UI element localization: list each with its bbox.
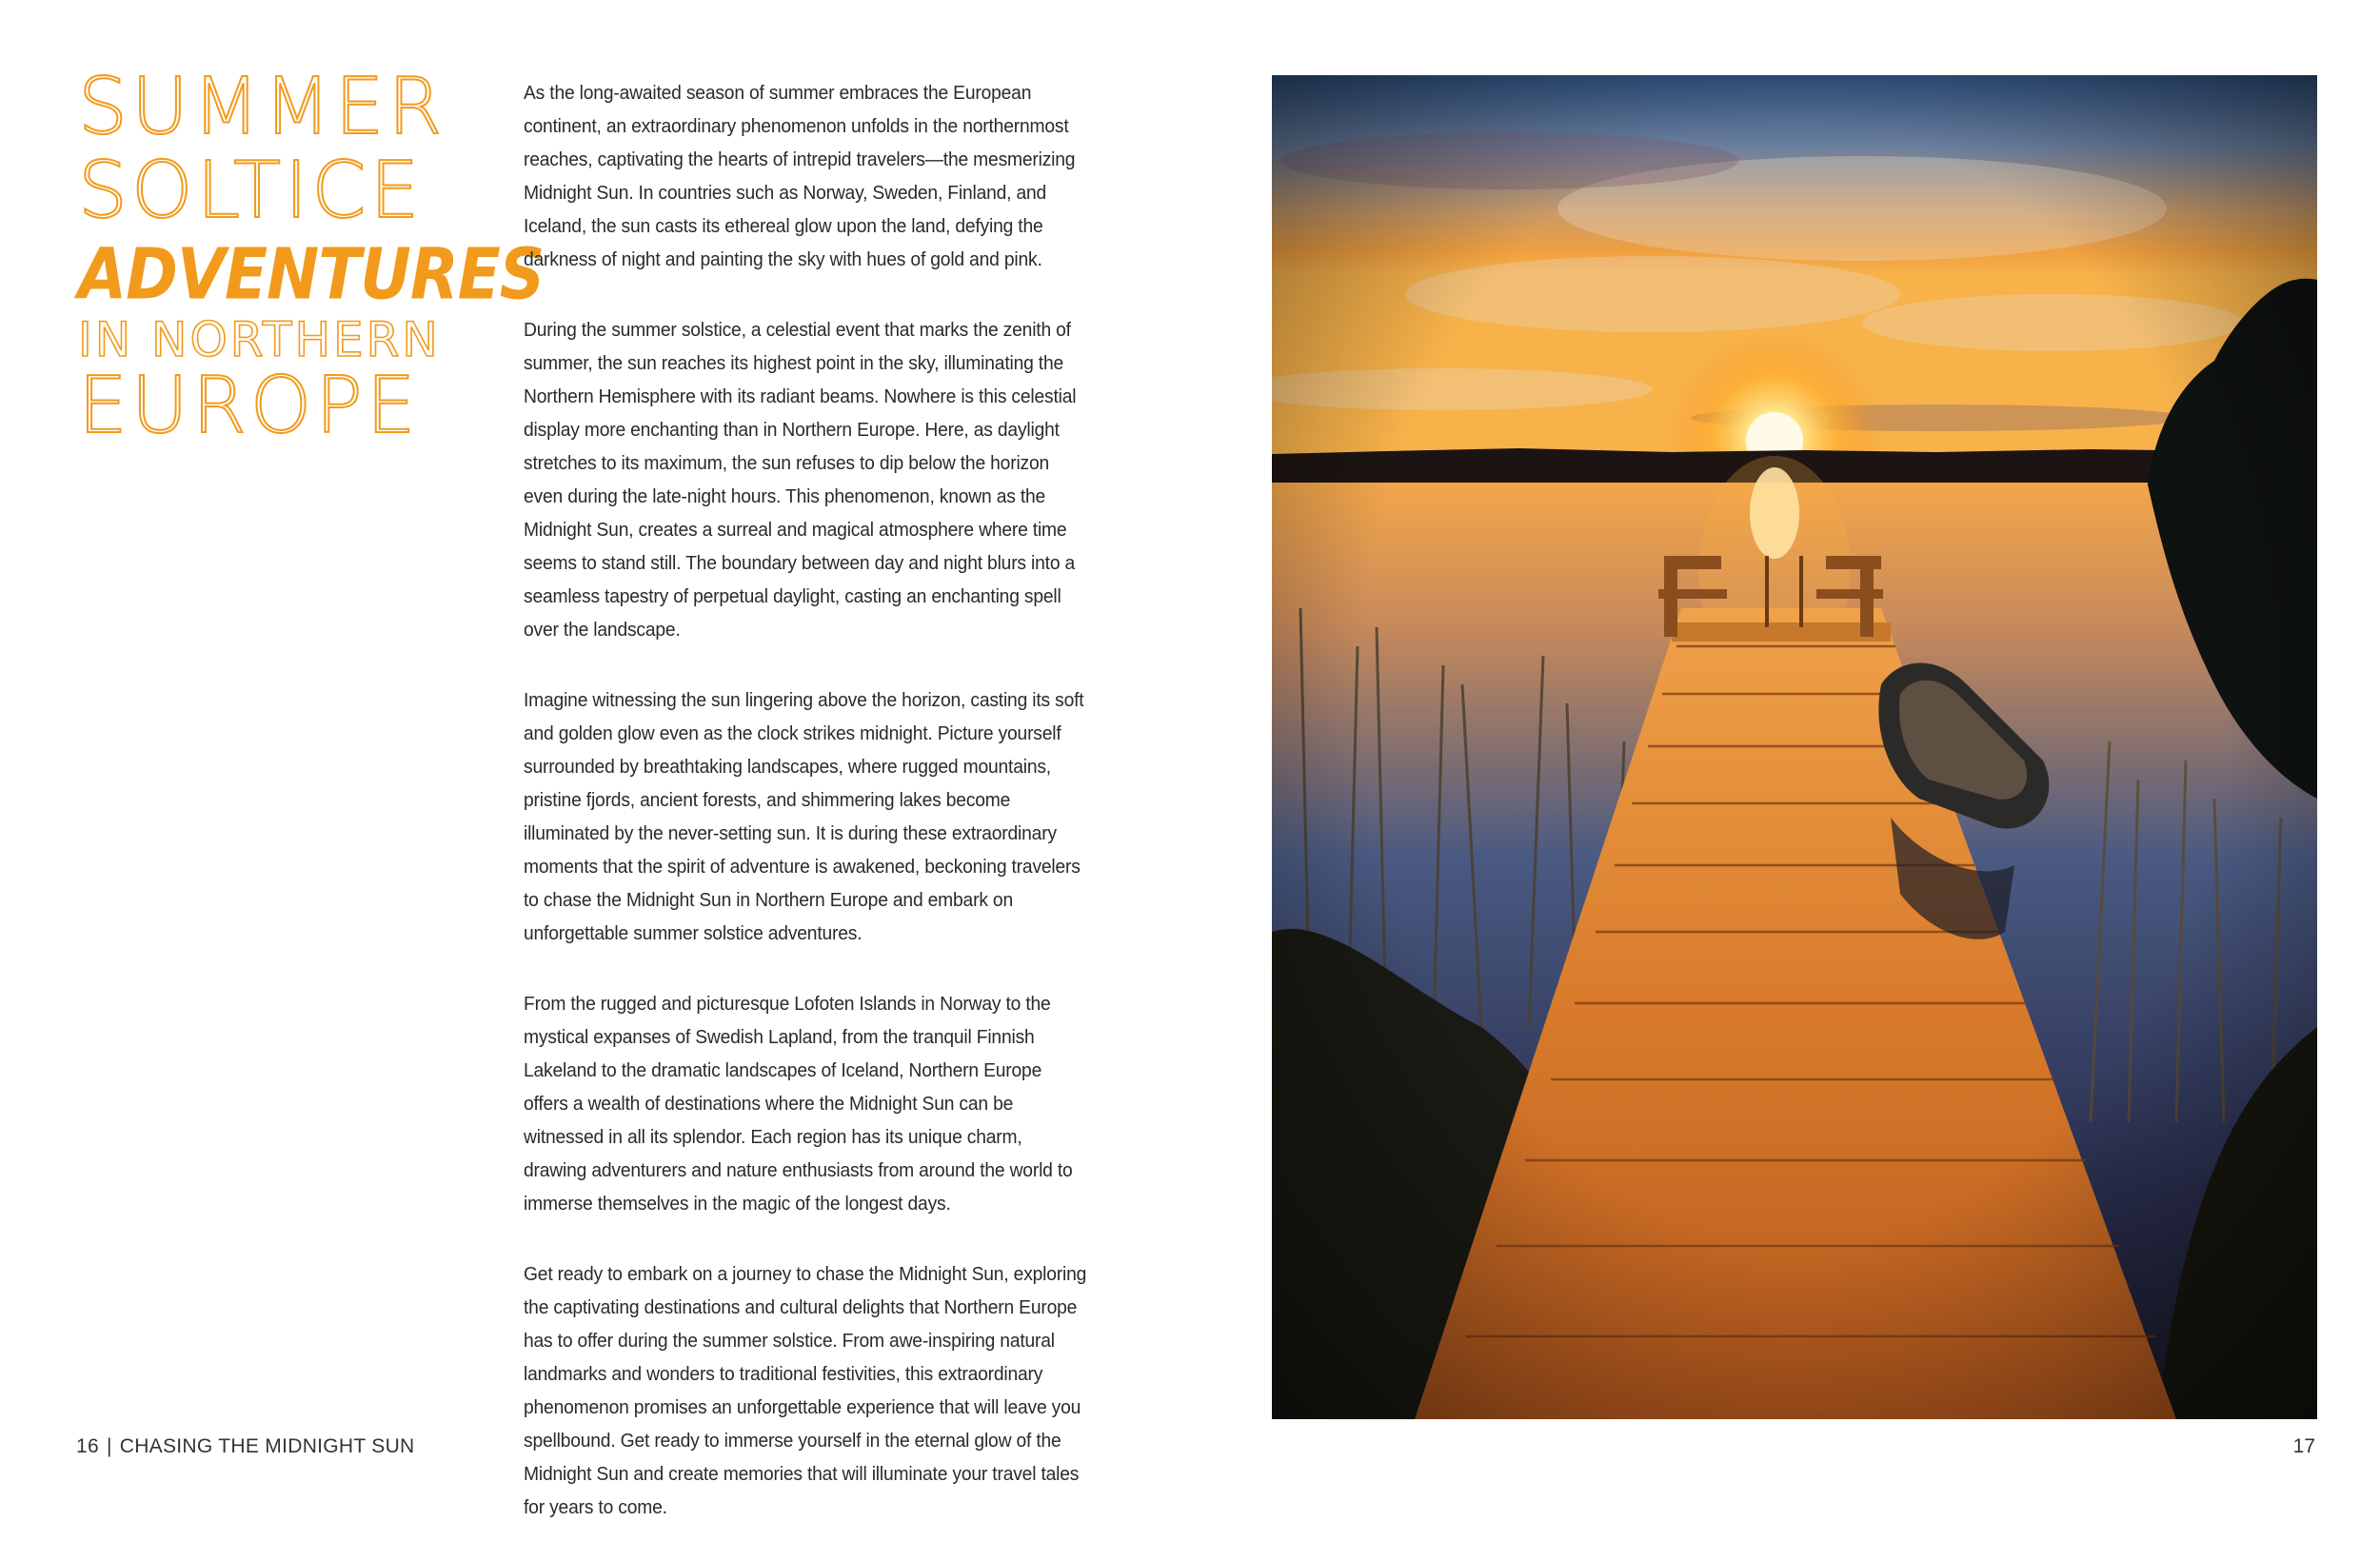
body-paragraph: During the summer solstice, a celestial event that marks the zenith of summer, the sun reaches its highest point in the sky, illuminating the Northern Hemisphere with its radiant beams. Nowhere is this celestial display more enchanting than in Northern Europe. Here, as daylight stretches to its maximum, the sun refuses to dip below the horizon even during the late-night hours. This phenomenon, known as the Midnight Sun, creates a surreal and magical atmosphere where time seems to stand still. The boundary between day and night blurs into a seamless tapestry of perpetual daylight, casting an enchanting spell over the landscape. [524, 319, 1077, 641]
body-paragraph: From the rugged and picturesque Lofoten Islands in Norway to the mystical expanses of Swedish Lapland, from the tranquil Finnish Lakeland to the dramatic landscapes of Iceland, Northern Europe offers a wealth of destinations where the Midnight Sun can be witnessed in all its splendor. Each region has its unique charm, drawing adventurers and nature enthusiasts from around the world to immerse themselves in the magic of the longest days. [524, 993, 1073, 1215]
title-line-adventures: ADVENTURES [78, 233, 545, 316]
title-line-europe: EUROPE [78, 361, 420, 451]
article-body [524, 76, 1087, 1561]
footer-separator: | [106, 1435, 112, 1457]
sunset-pier-photo [1272, 75, 2317, 1419]
page-number-right: 17 [2292, 1435, 2315, 1457]
title-line-soltice: SOLTICE [78, 146, 424, 236]
body-paragraph: Get ready to embark on a journey to chase the Midnight Sun, exploring the captivating destinations and cultural delights that Northern Europe has to offer during the summer solstice. From awe-inspiring natural landmarks and wonders to traditional festivities, this extraordinary phenomenon promises an unforgettable experience that will leave you spellbound. Get ready to immerse yourself in the eternal glow of the Midnight Sun and create memories that will illuminate your travel tales for years to come. [524, 1263, 1087, 1518]
page-footer-left [76, 1435, 415, 1458]
body-paragraph: Imagine witnessing the sun lingering above the horizon, casting its soft and golden glow even as the clock strikes midnight. Picture yourself surrounded by breathtaking landscapes, where rugged mountains, pristine fjords, ancient forests, and shimmering lakes become illuminated by the never-setting sun. It is during these extraordinary moments that the spirit of adventure is awakened, beckoning travelers to chase the Midnight Sun in Northern Europe and embark on unforgettable summer solstice adventures. [524, 689, 1084, 944]
running-title: CHASING THE MIDNIGHT SUN [119, 1435, 415, 1457]
page-number-left: 16 [76, 1435, 99, 1457]
body-paragraph: As the long-awaited season of summer embraces the European continent, an extraordinary phenomenon unfolds in the northernmost reaches, captivating the hearts of intrepid travelers—the mesmerizing Midnight Sun. In countries such as Norway, Sweden, Finland, and Iceland, the sun casts its ethereal glow upon the land, defying the darkness of night and painting the sky with hues of gold and pink. [524, 82, 1076, 270]
title-line-in-northern: IN NORTHERN [78, 312, 441, 367]
article-title [78, 62, 545, 451]
sunset-pier-illustration [1272, 75, 2317, 1419]
title-line-summer: SUMMER [78, 62, 446, 152]
